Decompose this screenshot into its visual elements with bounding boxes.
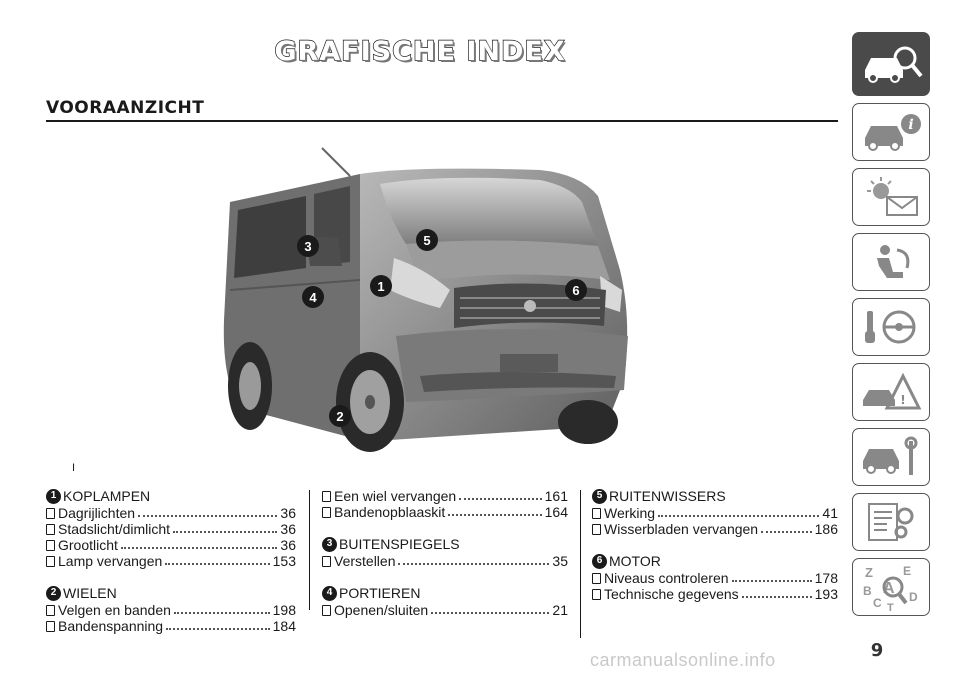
entry-label: Technische gegevens (604, 586, 739, 602)
index-entry[interactable] (46, 618, 296, 634)
entry-label: Lamp vervangen (58, 553, 163, 569)
letters-search-icon (859, 563, 923, 611)
light-envelope-icon (859, 175, 923, 219)
svg-text:!: ! (900, 393, 906, 407)
airbag-seat-icon (859, 240, 923, 284)
section-title: KOPLAMPEN (63, 488, 151, 504)
section-buitenspiegels (322, 536, 568, 552)
entry-label: Bandenopblaaskit (334, 504, 446, 520)
entry-page: 36 (280, 521, 296, 537)
svg-text:E: E (903, 564, 912, 578)
entry-page: 36 (280, 537, 296, 553)
svg-text:B: B (863, 584, 872, 598)
entry-page: 35 (552, 553, 568, 569)
book-icon (592, 524, 601, 535)
section-title: MOTOR (609, 553, 661, 569)
section-wielen (46, 585, 296, 601)
entry-label: Velgen en banden (58, 602, 171, 618)
book-icon (322, 491, 331, 502)
index-entry[interactable] (592, 521, 838, 537)
index-entry[interactable] (592, 505, 838, 521)
entry-label: Dagrijlichten (58, 505, 136, 521)
section-portieren (322, 585, 568, 601)
tab-starting-driving[interactable] (852, 298, 930, 356)
svg-text:T: T (887, 602, 894, 611)
entry-page: 164 (544, 504, 568, 520)
book-icon (46, 621, 55, 632)
book-icon (46, 524, 55, 535)
section-title: RUITENWISSERS (609, 488, 726, 504)
tab-dashboard-lights[interactable] (852, 168, 930, 226)
tab-safety[interactable] (852, 233, 930, 291)
entry-page: 178 (814, 570, 838, 586)
warning-triangle-icon (859, 370, 923, 414)
watermark: carmanualsonline.info (590, 650, 776, 670)
svg-text:Z: Z (865, 565, 873, 580)
svg-text:2: 2 (336, 409, 344, 424)
tab-knowing-vehicle[interactable] (852, 103, 930, 161)
entry-page: 184 (272, 618, 296, 634)
entry-page: 41 (822, 505, 838, 521)
book-icon (46, 605, 55, 616)
car-info-icon (859, 110, 923, 154)
book-icon (322, 556, 331, 567)
callout-5 (416, 229, 438, 251)
index-column-1 (46, 488, 296, 634)
tab-technical-data[interactable] (852, 493, 930, 551)
section-number-badge: 6 (592, 554, 607, 569)
entry-label: Wisserbladen vervangen (604, 521, 759, 537)
section-koplampen (46, 488, 296, 504)
chapter-tabs (852, 32, 932, 623)
book-icon (592, 508, 601, 519)
book-icon (46, 540, 55, 551)
divider (46, 120, 838, 122)
section-motor (592, 553, 838, 569)
svg-text:6: 6 (572, 283, 580, 298)
column-separator (580, 490, 581, 638)
index-entry[interactable] (46, 505, 296, 521)
book-icon (592, 589, 601, 600)
entry-page: 186 (814, 521, 838, 537)
svg-text:A: A (883, 580, 895, 597)
section-number-badge: 4 (322, 586, 337, 601)
tab-maintenance[interactable] (852, 428, 930, 486)
key-steering-wheel-icon (859, 305, 923, 349)
index-entry[interactable] (46, 537, 296, 553)
entry-page: 193 (814, 586, 838, 602)
entry-label: Een wiel vervangen (334, 488, 457, 504)
svg-text:4: 4 (309, 290, 317, 305)
book-icon (46, 556, 55, 567)
index-entry[interactable] (592, 570, 838, 586)
index-entry[interactable] (322, 504, 568, 520)
car-search-icon (859, 40, 923, 88)
section-title: BUITENSPIEGELS (339, 536, 460, 552)
index-entry[interactable] (322, 553, 568, 569)
entry-label: Niveaus controleren (604, 570, 729, 586)
column-separator (309, 490, 310, 610)
entry-label: Stadslicht/dimlicht (58, 521, 171, 537)
illustration-code: I (72, 462, 76, 474)
index-entry[interactable] (46, 521, 296, 537)
tab-graphic-index[interactable] (852, 32, 930, 96)
tab-emergency[interactable] (852, 363, 930, 421)
entry-page: 36 (280, 505, 296, 521)
entry-page: 161 (544, 488, 568, 504)
svg-text:C: C (873, 596, 882, 610)
entry-page: 21 (552, 602, 568, 618)
svg-text:3: 3 (304, 239, 312, 254)
section-title: WIELEN (63, 585, 117, 601)
entry-label: Werking (604, 505, 656, 521)
callout-3 (297, 235, 319, 257)
book-icon (322, 507, 331, 518)
callout-4 (302, 286, 324, 308)
section-number-badge: 3 (322, 537, 337, 552)
index-entry[interactable] (46, 553, 296, 569)
section-subtitle: VOORAANZICHT (46, 98, 205, 118)
callout-6 (565, 279, 587, 301)
svg-text:i: i (908, 117, 914, 133)
page-title: GRAFISCHE INDEX (274, 36, 566, 67)
entry-label: Grootlicht (58, 537, 118, 553)
index-column-3 (592, 488, 838, 602)
callout-2 (329, 405, 351, 427)
book-icon (46, 508, 55, 519)
index-entry[interactable] (592, 586, 838, 602)
page-number: 9 (870, 640, 884, 661)
index-entry[interactable] (322, 488, 568, 504)
car-wrench-icon (859, 435, 923, 479)
section-number-badge: 1 (46, 489, 61, 504)
entry-page: 153 (272, 553, 296, 569)
svg-text:5: 5 (423, 233, 431, 248)
index-entry[interactable] (46, 602, 296, 618)
entry-label: Openen/sluiten (334, 602, 429, 618)
section-number-badge: 2 (46, 586, 61, 601)
index-column-2 (322, 488, 568, 618)
entry-label: Verstellen (334, 553, 396, 569)
tab-alphabetical-index[interactable] (852, 558, 930, 616)
van-illustration (210, 140, 650, 470)
entry-label: Bandenspanning (58, 618, 164, 634)
book-icon (322, 605, 331, 616)
index-entry[interactable] (322, 602, 568, 618)
entry-page: 198 (272, 602, 296, 618)
section-number-badge: 5 (592, 489, 607, 504)
section-title: PORTIEREN (339, 585, 421, 601)
callout-1 (370, 275, 392, 297)
svg-text:D: D (909, 590, 918, 604)
book-icon (592, 573, 601, 584)
svg-text:1: 1 (377, 279, 385, 294)
section-ruitenwissers (592, 488, 838, 504)
document-gear-icon (859, 500, 923, 544)
